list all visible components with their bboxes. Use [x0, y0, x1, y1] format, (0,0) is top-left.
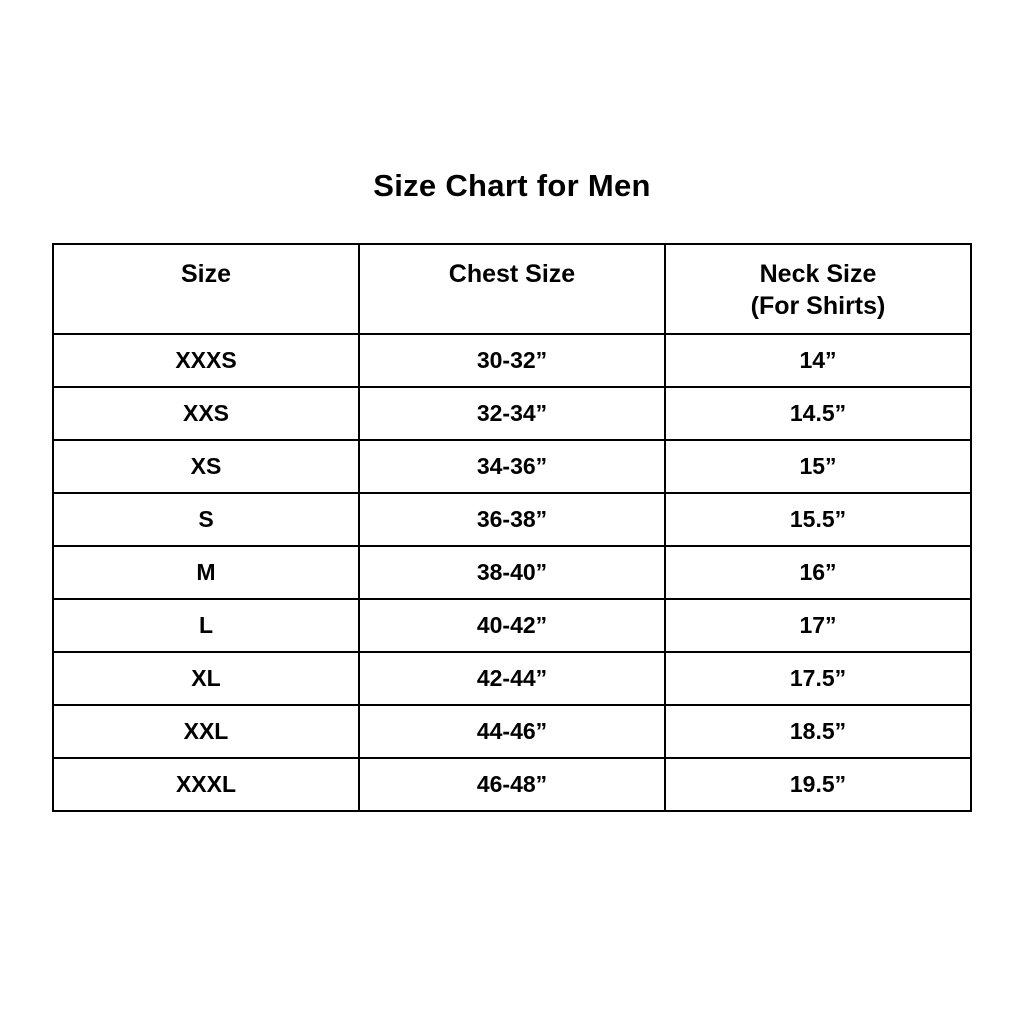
- table-row: [53, 493, 971, 546]
- cell-size: L: [53, 599, 359, 652]
- cell-neck: 15.5”: [665, 493, 971, 546]
- header-neck-sublabel: (For Shirts): [750, 292, 886, 320]
- cell-chest: 38-40”: [359, 546, 665, 599]
- page-title: Size Chart for Men: [373, 168, 651, 203]
- header-neck-label: Neck Size: [759, 260, 877, 288]
- cell-neck: 14.5”: [665, 387, 971, 440]
- cell-neck: 19.5”: [665, 758, 971, 811]
- cell-size: XXXS: [53, 334, 359, 387]
- cell-neck: 16”: [665, 546, 971, 599]
- cell-chest: 46-48”: [359, 758, 665, 811]
- size-chart-table: [52, 243, 972, 812]
- table-row: [53, 705, 971, 758]
- cell-neck: 18.5”: [665, 705, 971, 758]
- cell-size: XS: [53, 440, 359, 493]
- cell-size: XXXL: [53, 758, 359, 811]
- cell-neck: 14”: [665, 334, 971, 387]
- table-row: [53, 652, 971, 705]
- table-row: [53, 334, 971, 387]
- table-row: [53, 599, 971, 652]
- cell-size: XL: [53, 652, 359, 705]
- table-row: [53, 546, 971, 599]
- cell-neck: 17”: [665, 599, 971, 652]
- cell-neck: 17.5”: [665, 652, 971, 705]
- cell-chest: 36-38”: [359, 493, 665, 546]
- cell-neck: 15”: [665, 440, 971, 493]
- header-cell-size: [53, 244, 359, 334]
- header-cell-chest: [359, 244, 665, 334]
- cell-chest: 42-44”: [359, 652, 665, 705]
- table-row: [53, 387, 971, 440]
- cell-size: XXS: [53, 387, 359, 440]
- cell-chest: 30-32”: [359, 334, 665, 387]
- cell-chest: 40-42”: [359, 599, 665, 652]
- table-row: [53, 440, 971, 493]
- cell-chest: 44-46”: [359, 705, 665, 758]
- header-cell-neck: [665, 244, 971, 334]
- cell-size: XXL: [53, 705, 359, 758]
- header-chest-label: Chest Size: [448, 260, 576, 288]
- cell-size: S: [53, 493, 359, 546]
- table-header: [53, 244, 971, 334]
- header-size-label: Size: [180, 260, 232, 288]
- table-body: [53, 334, 971, 811]
- cell-size: M: [53, 546, 359, 599]
- cell-chest: 34-36”: [359, 440, 665, 493]
- header-row: [53, 244, 971, 334]
- table-row: [53, 758, 971, 811]
- cell-chest: 32-34”: [359, 387, 665, 440]
